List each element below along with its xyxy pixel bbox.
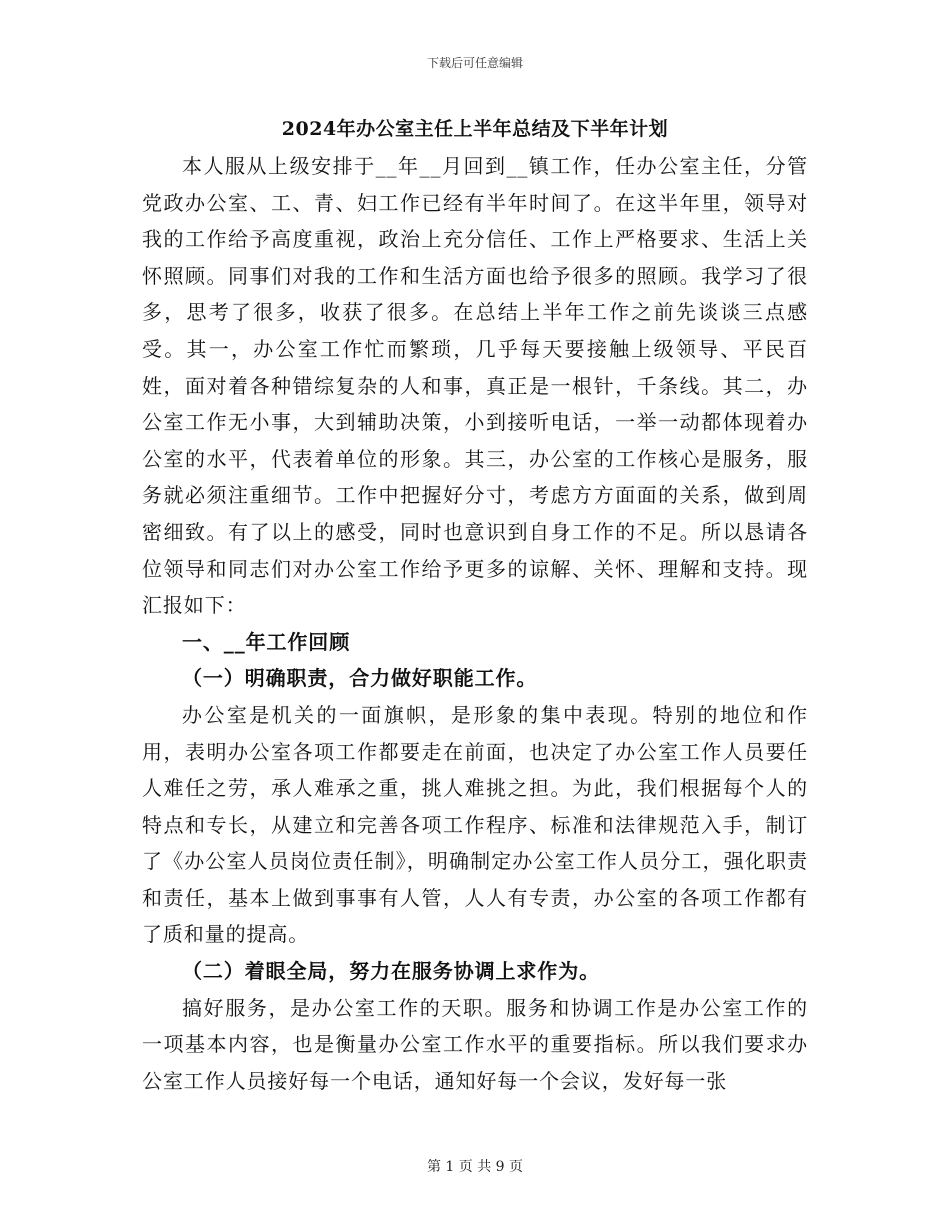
duties-paragraph: 办公室是机关的一面旗帜，是形象的集中表现。特别的地位和作用，表明办公室各项工作都要走在前面，也决定了办公室工作人员要任人难任之劳，承人难承之重，挑人难挑之担。为此，我们根据每个人的特点和专长，从建立和完善各项工作程序、标准和法律规范入手，制订了《办公室人员岗位责任制》，明确制定办公室工作人员分工，强化职责和责任，基本上做到事事有人管，人人有专责，办公室的各项工作都有了质和量的提高。 — [142, 702, 808, 947]
service-paragraph: 搞好服务，是办公室工作的天职。服务和协调工作是办公室工作的一项基本内容，也是衡量办公室工作水平的重要指标。所以我们要求办公室工作人员接好每一个电话，通知好每一个会议，发好每一张 — [142, 995, 808, 1093]
document-title: 2024年办公室主任上半年总结及下半年计划 — [281, 118, 669, 140]
subsection-heading-service: （二）着眼全局，努力在服务协调上求作为。 — [182, 959, 600, 984]
page-number: 第 1 页 共 9 页 — [426, 1159, 524, 1175]
section-heading-review: 一、__年工作回顾 — [182, 629, 351, 654]
subsection-heading-duties: （一）明确职责，合力做好职能工作。 — [182, 666, 538, 691]
document-body — [142, 148, 808, 1099]
header-note: 下载后可任意编辑 — [426, 56, 523, 70]
intro-paragraph: 本人服从上级安排于__年__月回到__镇工作，任办公室主任，分管党政办公室、工、青、妇工作已经有半年时间了。在这半年里，领导对我的工作给予高度重视，政治上充分信任、工作上严格要求、生活上关怀照顾。同事们对我的工作和生活方面也给予很多的照顾。我学习了很多，思考了很多，收获了很多。在总结上半年工作之前先谈谈三点感受。其一，办公室工作忙而繁琐，几乎每天要接触上级领导、平民百姓，面对着各种错综复杂的人和事，真正是一根针，千条线。其二，办公室工作无小事，大到辅助决策，小到接听电话，一举一动都体现着办公室的水平，代表着单位的形象。其三，办公室的工作核心是服务，服务就必须注重细节。工作中把握好分寸，考虑方方面面的关系，做到周密细致。有了以上的感受，同时也意识到自身工作的不足。所以恳请各位领导和同志们对办公室工作给予更多的谅解、关怀、理解和支持。现汇报如下： — [142, 154, 808, 618]
